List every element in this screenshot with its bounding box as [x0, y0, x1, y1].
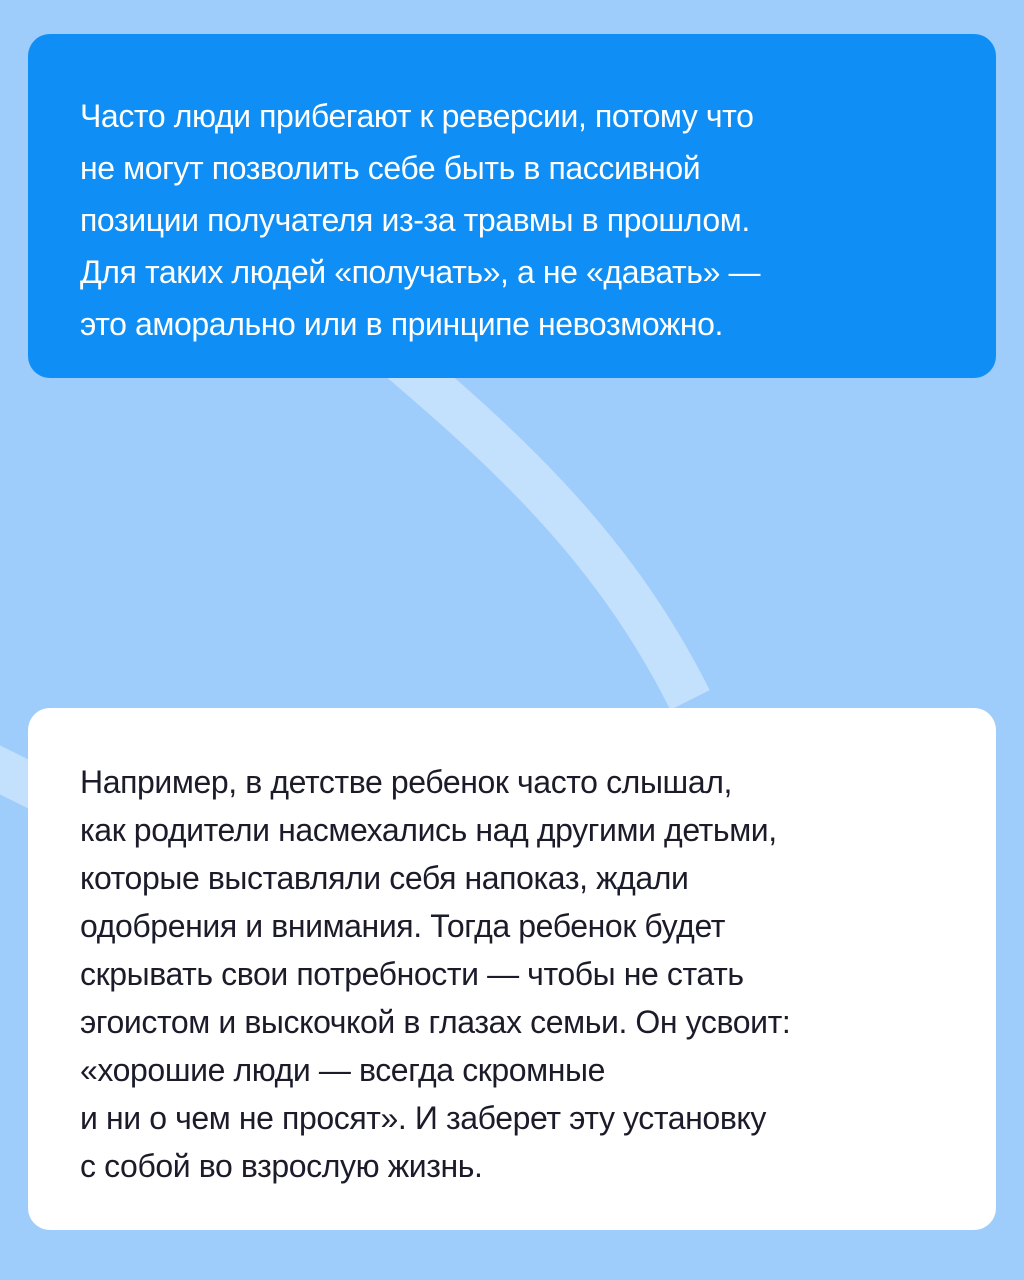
example-text-line: одобрения и внимания. Тогда ребенок будет [80, 908, 726, 944]
highlight-text-line: позиции получателя из-за травмы в прошлом. [80, 202, 750, 238]
example-text-line: скрывать свои потребности — чтобы не стать [80, 956, 744, 992]
highlight-card [28, 34, 996, 378]
example-card [28, 708, 996, 1230]
highlight-text-line: не могут позволить себе быть в пассивной [80, 150, 701, 186]
example-text-line: как родители насмехались над другими детьми, [80, 812, 777, 848]
highlight-text-line: Для таких людей «получать», а не «давать» — [80, 254, 761, 290]
highlight-text-line: Часто люди прибегают к реверсии, потому что [80, 98, 754, 134]
example-text-line: которые выставляли себя напоказ, ждали [80, 860, 689, 896]
example-text-line: с собой во взрослую жизнь. [80, 1148, 483, 1184]
example-text-line: эгоистом и выскочкой в глазах семьи. Он усвоит: [80, 1004, 791, 1040]
example-text-line: и ни о чем не просят». И заберет эту установку [80, 1100, 766, 1136]
example-text-line: «хорошие люди — всегда скромные [80, 1052, 606, 1088]
highlight-text-line: это аморально или в принципе невозможно. [80, 306, 724, 342]
example-text-line: Например, в детстве ребенок часто слышал, [80, 764, 732, 800]
